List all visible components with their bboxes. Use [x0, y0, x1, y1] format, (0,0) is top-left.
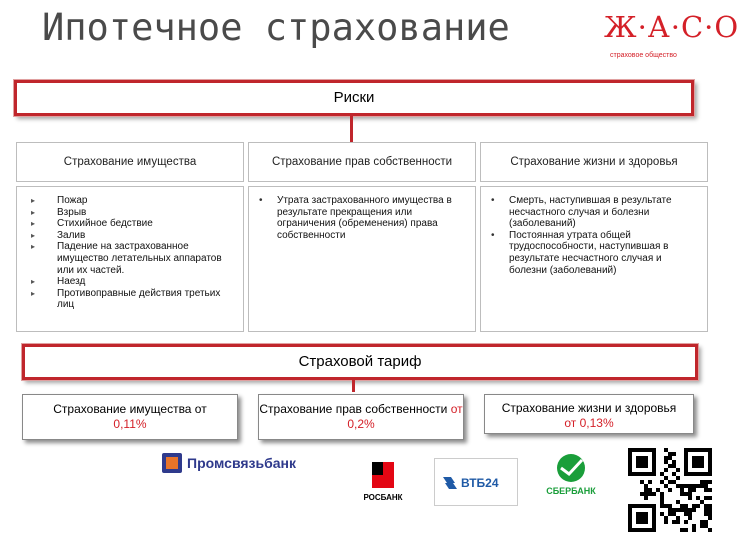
sberbank-logo — [530, 450, 612, 506]
connector-line — [352, 380, 355, 392]
list-item: ▸ Противоправные действия третьих лиц — [57, 288, 237, 311]
list-item: ▸ Падение на застрахованное имущество летательных аппаратов или их частей. — [57, 241, 237, 276]
risks-banner: Риски — [14, 80, 694, 116]
bank-name: ВТБ24 — [461, 476, 499, 490]
bank-name: Промсвязьбанк — [187, 455, 296, 471]
rosbank-logo — [350, 458, 416, 514]
qr-code — [628, 448, 712, 534]
vtb24-logo — [434, 458, 518, 506]
rate-box-life — [484, 394, 694, 434]
list-item: ▸ Стихийное бедствие — [57, 218, 237, 230]
logo-text: Ж·А·С·О — [604, 10, 739, 44]
list-item: • Смерть, наступившая в результате несчастного случая и болезни (заболеваний) — [509, 195, 701, 230]
property-risks-list — [16, 186, 244, 332]
bank-name: СБЕРБАНК — [546, 486, 596, 496]
title-risks-list — [248, 186, 476, 332]
bank-name: РОСБАНК — [363, 493, 403, 502]
rate-value: от 0,2% — [347, 402, 463, 431]
rate-box-property — [22, 394, 238, 440]
tariff-banner: Страховой тариф — [22, 344, 698, 380]
page-title: Ипотечное страхование — [42, 6, 510, 49]
list-item: ▸ Пожар — [57, 195, 237, 207]
category-heading-life: Страхование жизни и здоровья — [480, 142, 708, 182]
list-item: • Утрата застрахованного имущества в результате прекращения или ограничения (обременения) права собственности — [277, 195, 469, 241]
promsvyazbank-logo — [160, 452, 310, 474]
zhaso-logo — [600, 10, 739, 68]
category-heading-property: Страхование имущества — [16, 142, 244, 182]
rate-value: от 0,13% — [564, 416, 614, 430]
connector-line — [350, 116, 353, 142]
rate-value: 0,11% — [113, 417, 147, 431]
rate-label: Страхование жизни и здоровья — [501, 401, 677, 415]
list-item: ▸ Взрыв — [57, 207, 237, 219]
list-item: ▸ Наезд — [57, 276, 237, 288]
list-item: • Постоянная утрата общей трудоспособности, наступившая в результате несчастного случая и болезни (заболеваний) — [509, 230, 701, 276]
logo-subtitle: страховое общество — [610, 52, 677, 59]
category-heading-title: Страхование прав собственности — [248, 142, 476, 182]
life-risks-list — [480, 186, 708, 332]
rate-label: Страхование прав собственности — [259, 402, 448, 416]
list-item: ▸ Залив — [57, 230, 237, 242]
rate-box-title — [258, 394, 464, 440]
rate-label: Страхование имущества от — [53, 402, 207, 416]
